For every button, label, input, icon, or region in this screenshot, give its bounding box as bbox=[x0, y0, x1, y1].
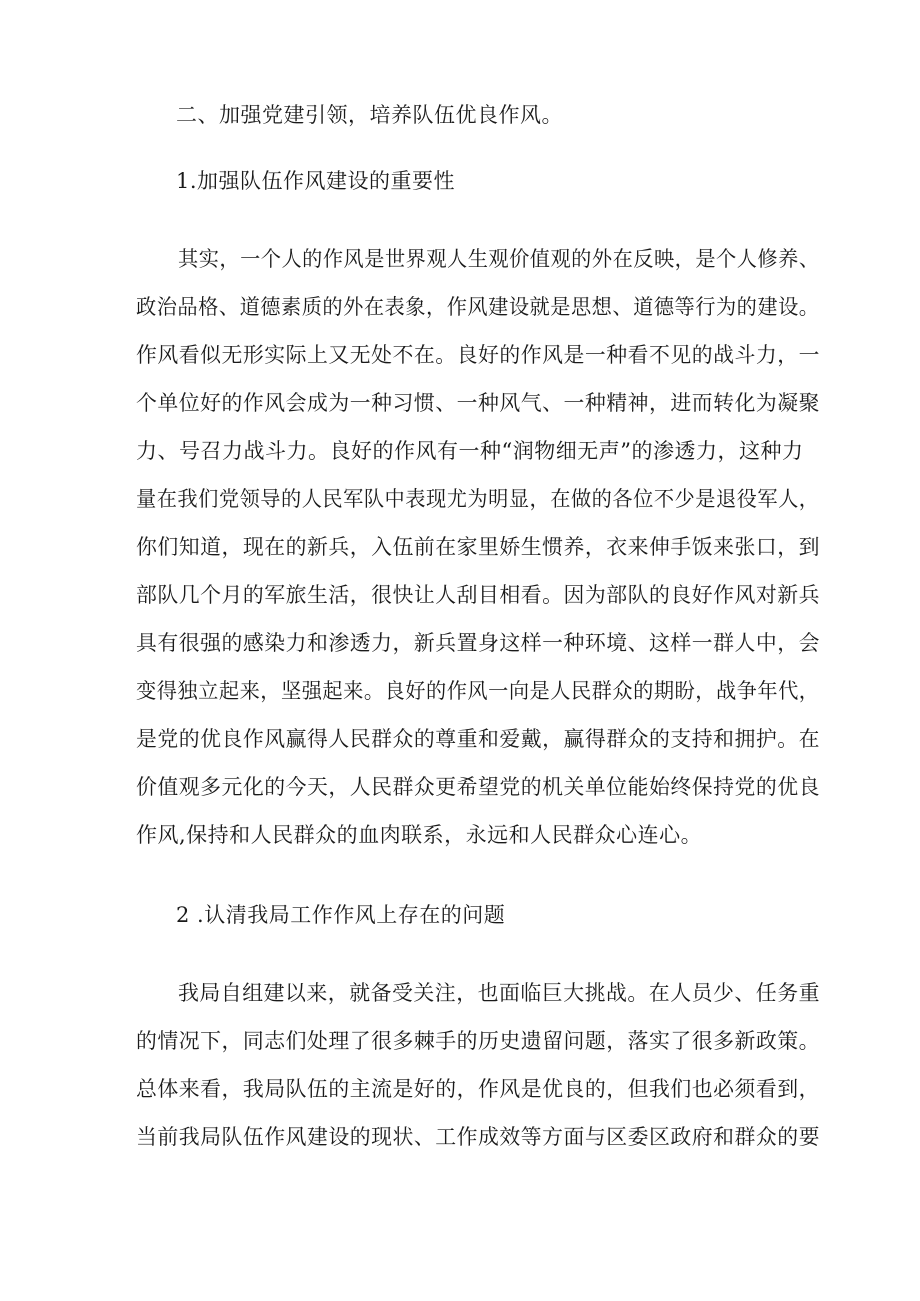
paragraph-line: 是党的优良作风赢得人民群众的尊重和爱戴，赢得群众的支持和拥护。在 bbox=[136, 727, 820, 751]
subsection-title-1: 1.加强队伍作风建设的重要性 bbox=[176, 169, 456, 193]
paragraph-line: 你们知道，现在的新兵，入伍前在家里娇生惯养，衣来伸手饭来张口，到 bbox=[136, 535, 820, 559]
paragraph-line: 变得独立起来，坚强起来。良好的作风一向是人民群众的期盼，战争年代， bbox=[136, 679, 820, 703]
paragraph-line: 具有很强的感染力和渗透力，新兵置身这样一种环境、这样一群人中，会 bbox=[136, 631, 820, 655]
paragraph-line: 力、号召力战斗力。良好的作风有一种“润物细无声”的渗透力，这种力 bbox=[136, 439, 804, 463]
paragraph-line: 作风看似无形实际上又无处不在。良好的作风是一种看不见的战斗力，一 bbox=[136, 343, 820, 367]
paragraph-line: 个单位好的作风会成为一种习惯、一种风气、一种精神，进而转化为凝聚 bbox=[136, 391, 820, 415]
paragraph-line: 部队几个月的军旅生活，很快让人刮目相看。因为部队的良好作风对新兵 bbox=[136, 583, 820, 607]
paragraph-line: 量在我们党领导的人民军队中表现尤为明显，在做的各位不少是退役军人， bbox=[136, 487, 820, 511]
paragraph-line: 政治品格、道德素质的外在表象，作风建设就是思想、道德等行为的建设。 bbox=[136, 295, 820, 319]
section-heading: 二、加强党建引领，培养队伍优良作风。 bbox=[176, 103, 563, 127]
subsection-title-2: 2 .认清我局工作作风上存在的问题 bbox=[176, 903, 506, 927]
paragraph-line: 我局自组建以来，就备受关注，也面临巨大挑战。在人员少、任务重 bbox=[178, 981, 820, 1005]
paragraph-line: 作风,保持和人民群众的血肉联系，永远和人民群众心连心。 bbox=[136, 823, 703, 847]
paragraph-line: 当前我局队伍作风建设的现状、工作成效等方面与区委区政府和群众的要 bbox=[136, 1125, 820, 1149]
paragraph-line: 的情况下，同志们处理了很多棘手的历史遗留问题，落实了很多新政策。 bbox=[136, 1029, 820, 1053]
paragraph-line: 价值观多元化的今天，人民群众更希望党的机关单位能始终保持党的优良 bbox=[136, 775, 820, 799]
paragraph-line: 其实，一个人的作风是世界观人生观价值观的外在反映，是个人修养、 bbox=[178, 247, 820, 271]
paragraph-line: 总体来看，我局队伍的主流是好的，作风是优良的，但我们也必须看到， bbox=[136, 1077, 820, 1101]
